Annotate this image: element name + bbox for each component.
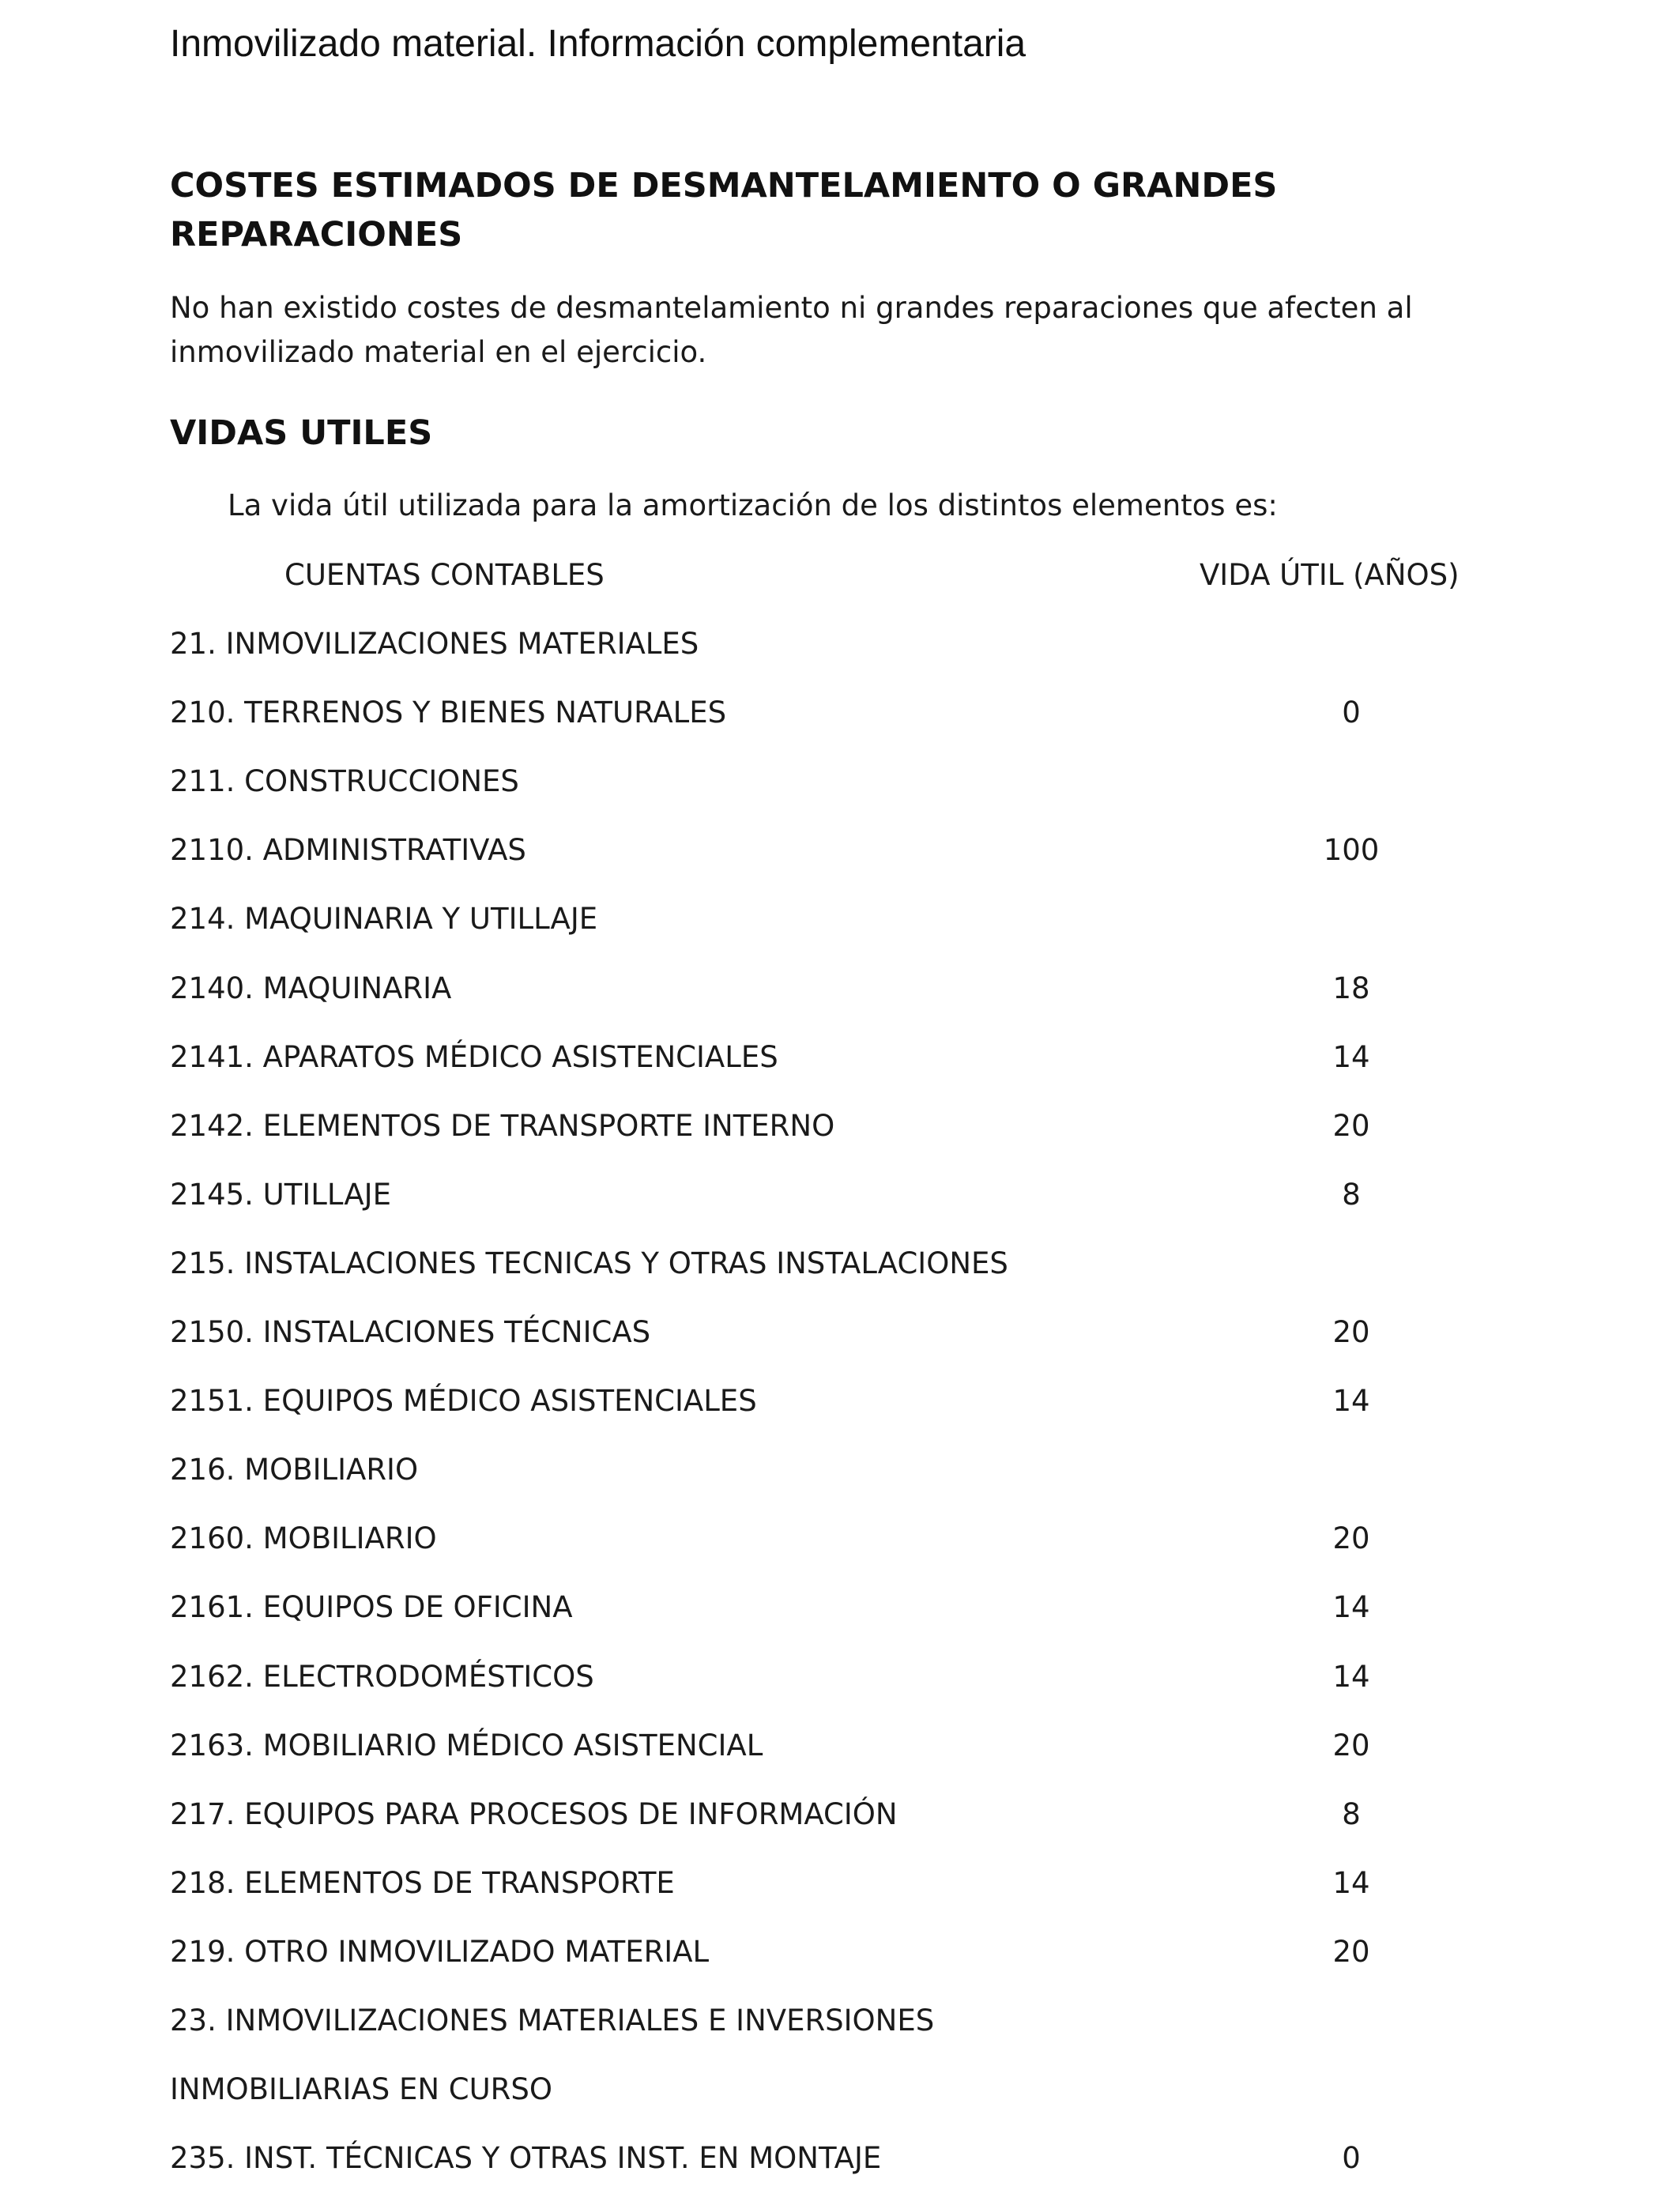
account-label: 219. OTRO INMOVILIZADO MATERIAL	[170, 1935, 710, 1969]
account-label: 214. MAQUINARIA Y UTILLAJE	[170, 902, 598, 936]
table-row	[170, 1590, 1561, 1638]
table-row	[170, 1521, 1561, 1569]
table-row	[170, 696, 1561, 743]
account-label: 217. EQUIPOS PARA PROCESOS DE INFORMACIÓN	[170, 1797, 898, 1831]
table-row	[170, 971, 1561, 1019]
account-label: INMOBILIARIAS EN CURSO	[170, 2072, 552, 2106]
table-row	[170, 1178, 1561, 1225]
useful-life-value: 20	[1332, 1521, 1370, 1555]
column-header-cuentas: CUENTAS CONTABLES	[284, 558, 605, 592]
account-label: 218. ELEMENTOS DE TRANSPORTE	[170, 1866, 675, 1900]
useful-life-value: 14	[1332, 1590, 1370, 1624]
account-label: 21. INMOVILIZACIONES MATERIALES	[170, 627, 699, 661]
table-row	[170, 1935, 1561, 1982]
account-label: 2161. EQUIPOS DE OFICINA	[170, 1590, 573, 1624]
table-row	[170, 1315, 1561, 1363]
account-label: 216. MOBILIARIO	[170, 1453, 419, 1487]
table-row	[170, 1040, 1561, 1088]
account-label: 23. INMOVILIZACIONES MATERIALES E INVERSIONES	[170, 2004, 935, 2038]
account-label: 235. INST. TÉCNICAS Y OTRAS INST. EN MONTAJE	[170, 2141, 882, 2175]
account-label: 2141. APARATOS MÉDICO ASISTENCIALES	[170, 1040, 778, 1074]
table-row	[170, 1109, 1561, 1156]
page-header-title: Inmovilizado material. Información complementaria	[170, 23, 1026, 65]
account-label: 2151. EQUIPOS MÉDICO ASISTENCIALES	[170, 1384, 757, 1418]
account-label: 215. INSTALACIONES TECNICAS Y OTRAS INSTALACIONES	[170, 1246, 1008, 1280]
table-row	[170, 1246, 1561, 1294]
useful-life-value: 14	[1332, 1866, 1370, 1900]
account-label: 211. CONSTRUCCIONES	[170, 764, 519, 798]
account-label: 2145. UTILLAJE	[170, 1178, 391, 1212]
table-row	[170, 1384, 1561, 1431]
useful-life-value: 20	[1332, 1109, 1370, 1143]
useful-life-value: 8	[1342, 1797, 1361, 1831]
account-label: 2140. MAQUINARIA	[170, 971, 452, 1005]
account-label: 2142. ELEMENTOS DE TRANSPORTE INTERNO	[170, 1109, 835, 1143]
table-row	[170, 1660, 1561, 1707]
account-label: 2163. MOBILIARIO MÉDICO ASISTENCIAL	[170, 1728, 763, 1762]
vidas-utiles-intro: La vida útil utilizada para la amortización de los distintos elementos es:	[228, 488, 1278, 522]
table-row	[170, 1866, 1561, 1913]
useful-life-value: 14	[1332, 1384, 1370, 1418]
account-label: 2150. INSTALACIONES TÉCNICAS	[170, 1315, 651, 1349]
section-heading-vidas-utiles: VIDAS UTILES	[170, 413, 433, 453]
table-row	[170, 902, 1561, 949]
table-row	[170, 2004, 1561, 2051]
useful-life-value: 18	[1332, 971, 1370, 1005]
useful-life-value: 20	[1332, 1935, 1370, 1969]
table-row	[170, 2072, 1561, 2120]
table-row	[170, 1453, 1561, 1500]
table-row	[170, 764, 1561, 812]
useful-life-value: 0	[1342, 696, 1361, 729]
useful-life-value: 14	[1332, 1660, 1370, 1694]
section-heading-costes: COSTES ESTIMADOS DE DESMANTELAMIENTO O GRANDES REPARACIONES	[170, 166, 1278, 254]
useful-life-value: 8	[1342, 1178, 1361, 1212]
useful-life-value: 20	[1332, 1728, 1370, 1762]
useful-life-value: 14	[1332, 1040, 1370, 1074]
table-row	[170, 1797, 1561, 1845]
section-paragraph-costes: No han existido costes de desmantelamiento ni grandes reparaciones que afecten al inmovilizado material en el ejercicio.	[170, 291, 1413, 369]
useful-life-value: 0	[1342, 2141, 1361, 2175]
table-row	[170, 1728, 1561, 1776]
account-label: 210. TERRENOS Y BIENES NATURALES	[170, 696, 727, 729]
column-header-vida-util: VIDA ÚTIL (AÑOS)	[1200, 558, 1460, 592]
account-label: 2160. MOBILIARIO	[170, 1521, 437, 1555]
table-row	[170, 627, 1561, 674]
useful-life-value: 100	[1323, 833, 1380, 867]
useful-life-value: 20	[1332, 1315, 1370, 1349]
table-row	[170, 833, 1561, 880]
table-row	[170, 2141, 1561, 2188]
account-label: 2110. ADMINISTRATIVAS	[170, 833, 526, 867]
account-label: 2162. ELECTRODOMÉSTICOS	[170, 1660, 594, 1694]
